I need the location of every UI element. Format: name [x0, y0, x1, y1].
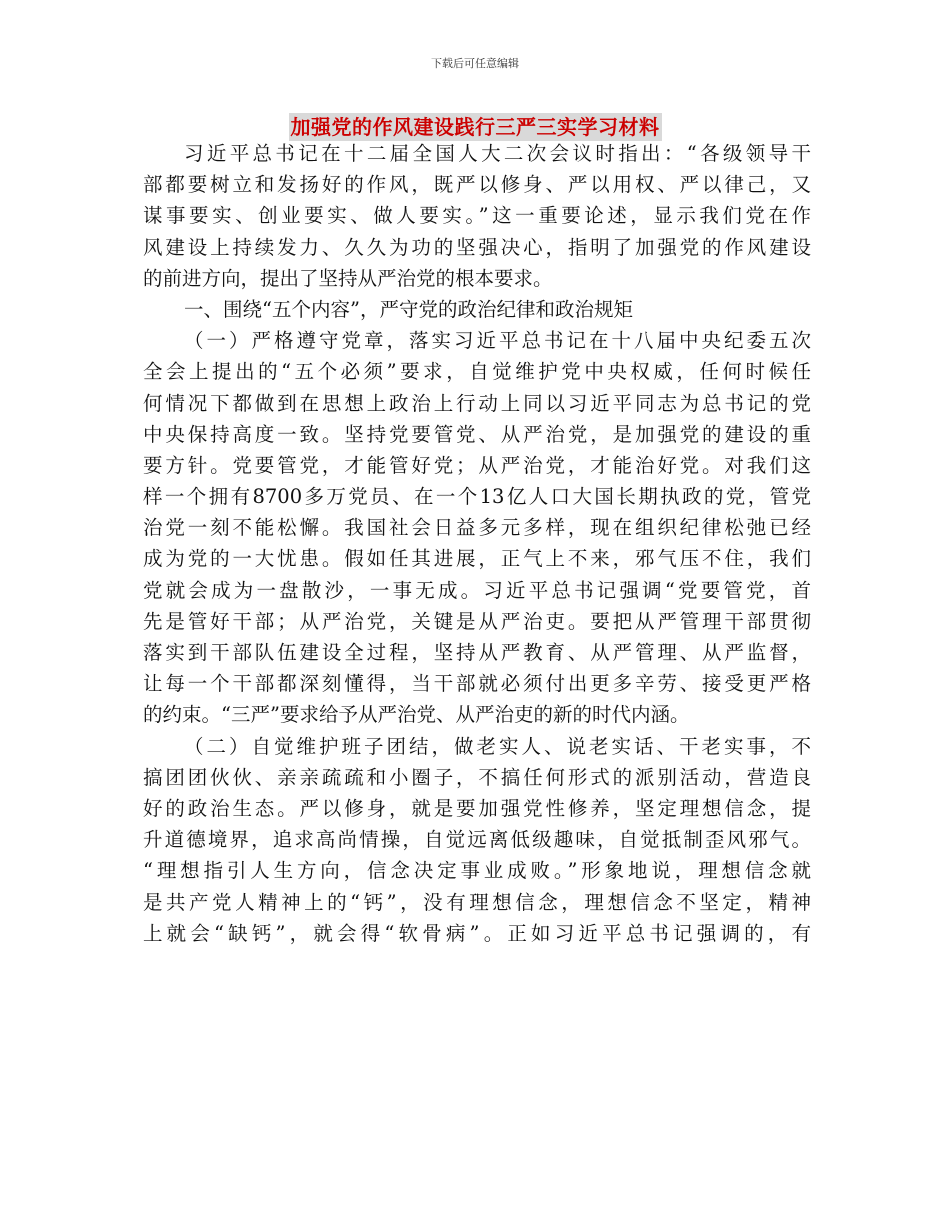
body-line: 的约束。“三严”要求给予从严治党、从严治吏的新的时代内涵。: [143, 703, 690, 727]
body-line: 一、围绕“五个内容”，严守党的政治纪律和政治规矩: [184, 297, 633, 321]
body-line: （一）严格遵守党章，落实习近平总书记在十八届中央纪委五次: [184, 329, 811, 353]
document-body: [143, 138, 811, 949]
body-line: 让每一个干部都深刻懂得，当干部就必须付出更多辛劳、接受更严格: [143, 672, 811, 696]
body-line: 是共产党人精神上的“钙”，没有理想信念，理想信念不坚定，精神: [143, 890, 811, 914]
body-line: 部都要树立和发扬好的作风，既严以修身、严以用权、严以律己，又: [143, 173, 811, 197]
body-line: 何情况下都做到在思想上政治上行动上同以习近平同志为总书记的党: [143, 391, 811, 415]
body-line: 升道德境界，追求高尚情操，自觉远离低级趣味，自觉抵制歪风邪气。: [143, 828, 811, 852]
body-line: 中央保持高度一致。坚持党要管党、从严治党，是加强党的建设的重: [143, 422, 811, 446]
document-title: 加强党的作风建设践行三严三实学习材料: [290, 115, 660, 139]
body-line: 的前进方向，提出了坚持从严治党的根本要求。: [143, 266, 553, 290]
body-line: 先是管好干部；从严治党，关键是从严治吏。要把从严管理干部贯彻: [143, 609, 811, 633]
body-line: 治党一刻不能松懈。我国社会日益多元多样，现在组织纪律松弛已经: [143, 516, 811, 540]
body-line: 习近平总书记在十二届全国人大二次会议时指出：“各级领导干: [184, 142, 811, 165]
body-line: 落实到干部队伍建设全过程，坚持从严教育、从严管理、从严监督，: [143, 641, 811, 664]
body-line: 要方针。党要管党，才能管好党；从严治党，才能治好党。对我们这: [143, 453, 811, 477]
body-line: 成为党的一大忧患。假如任其进展，正气上不来，邪气压不住，我们: [143, 547, 811, 571]
body-line: 样一个拥有8700多万党员、在一个13亿人口大国长期执政的党，管党: [143, 485, 811, 509]
body-line: 谋事要实、创业要实、做人要实。”这一重要论述，显示我们党在作: [143, 204, 811, 228]
body-line: 全会上提出的“五个必须”要求，自觉维护党中央权威，任何时候任: [143, 360, 811, 384]
body-line: 搞团团伙伙、亲亲疏疏和小圈子，不搞任何形式的派别活动，营造良: [143, 765, 811, 789]
header-note: 下载后可任意编辑: [431, 57, 519, 70]
body-line: 风建设上持续发力、久久为功的坚强决心，指明了加强党的作风建设: [143, 235, 811, 259]
body-line: 好的政治生态。严以修身，就是要加强党性修养，坚定理想信念，提: [143, 796, 811, 820]
body-line: 上就会“缺钙”，就会得“软骨病”。正如习近平总书记强调的，有: [143, 921, 811, 945]
body-line: “理想指引人生方向，信念决定事业成败。”形象地说，理想信念就: [143, 859, 811, 883]
body-line: （二）自觉维护班子团结，做老实人、说老实话、干老实事，不: [184, 734, 811, 758]
body-line: 党就会成为一盘散沙，一事无成。习近平总书记强调“党要管党，首: [143, 578, 811, 602]
